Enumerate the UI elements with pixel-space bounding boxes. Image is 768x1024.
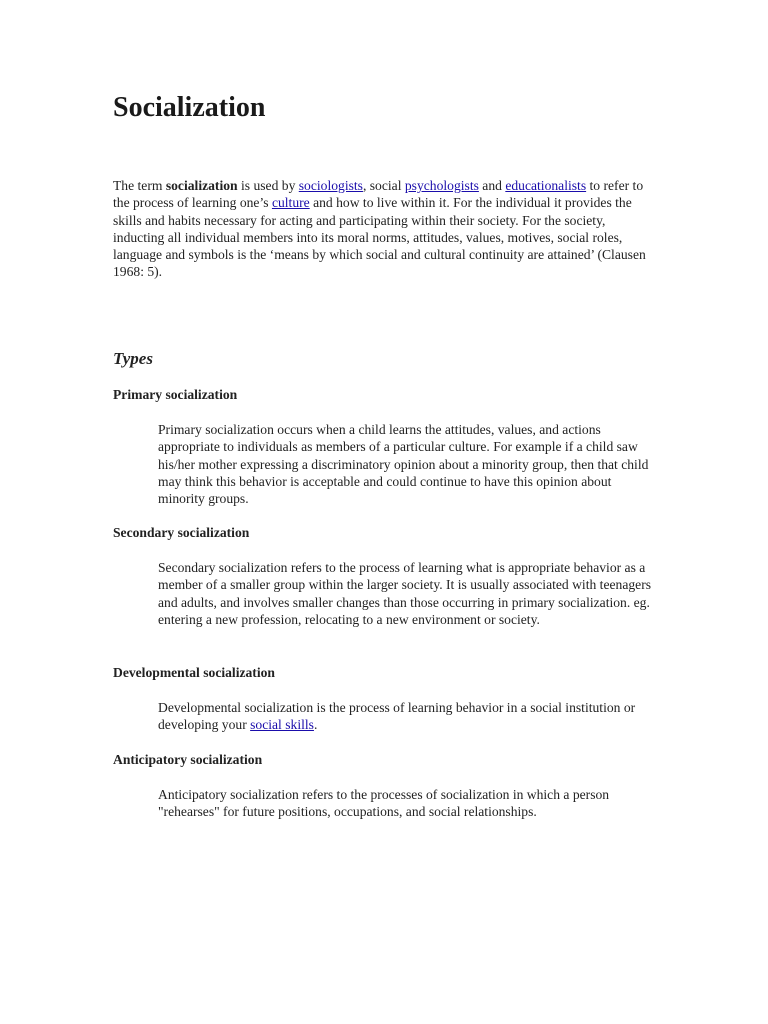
developmental-paragraph bbox=[158, 699, 658, 734]
types-heading: Types bbox=[113, 349, 153, 368]
intro-text: and bbox=[478, 178, 506, 193]
primary-text: Primary socialization occurs when a child learns the attitudes, values, and actions appropriate to individuals as members of a particular culture. For example if a child saw his/her mother expressing a discriminatory opinion about a minority group, then that child may think this behavior is acceptable and could continue to have this opinion about minority groups. bbox=[158, 422, 649, 507]
developmental-heading: Developmental socialization bbox=[113, 665, 275, 680]
link-social-skills[interactable]: social skills bbox=[250, 717, 314, 733]
secondary-heading: Secondary socialization bbox=[113, 525, 250, 540]
developmental-text: Developmental socialization is the process of learning behavior in a social institution or developing your bbox=[158, 700, 636, 733]
intro-text: The term bbox=[113, 178, 166, 193]
secondary-text: Secondary socialization refers to the process of learning what is appropriate behavior as a member of a smaller group within the larger society. It is usually associated with teenagers and adults, and involves smaller changes than those occurring in primary socialization. eg. entering a new profession, relocating to a new environment or society. bbox=[158, 560, 652, 627]
link-educationalists[interactable]: educationalists bbox=[505, 178, 587, 193]
link-sociologists[interactable]: sociologists bbox=[298, 178, 363, 193]
anticipatory-text: Anticipatory socialization refers to the processes of socialization in which a person "rehearses" for future positions, occupations, and social relationships. bbox=[158, 787, 610, 820]
anticipatory-heading: Anticipatory socialization bbox=[113, 752, 263, 767]
intro-text: and how to live within it. For the individual it provides the skills and habits necessary for acting and participating within their society. For the society, inducting all individual members into its moral norms, attitudes, values, motives, social roles, language and symbols is the ‘means by which social and cultural continuity are attained’ (Clausen 1968: 5). bbox=[113, 195, 646, 280]
link-culture[interactable]: culture bbox=[271, 195, 310, 211]
intro-text: is used by bbox=[237, 178, 299, 193]
intro-text: , social bbox=[362, 178, 405, 193]
intro-bold-term: socialization bbox=[165, 178, 238, 193]
link-psychologists[interactable]: psychologists bbox=[404, 178, 479, 193]
developmental-text-end: . bbox=[313, 717, 318, 733]
intro-text: to refer to the process of learning one’s bbox=[113, 178, 644, 211]
page-title: Socialization bbox=[113, 92, 266, 123]
primary-heading: Primary socialization bbox=[113, 387, 238, 402]
intro-paragraph bbox=[113, 177, 658, 281]
